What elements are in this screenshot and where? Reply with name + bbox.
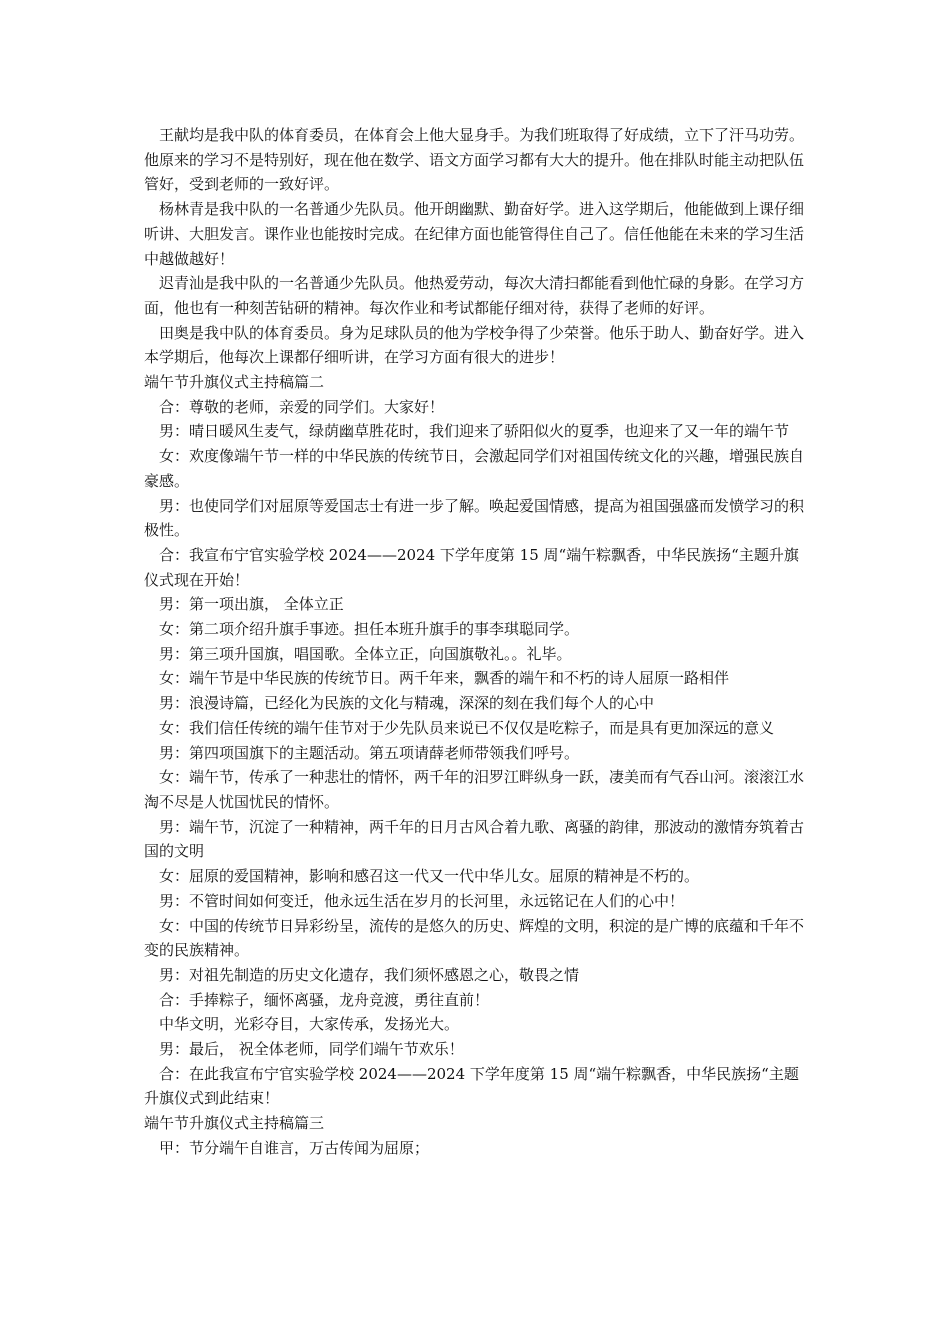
document-page (144, 123, 808, 1161)
script-line: 男：不管时间如何变迁，他永远生活在岁月的长河里，永远铭记在人们的心中！ (159, 891, 685, 910)
section-heading-part-three: 端午节升旗仪式主持稿篇三 (144, 1114, 325, 1133)
script-line: 女：第二项介绍升旗手事迹。担任本班升旗手的事李琪聪同学。 (159, 620, 580, 639)
script-line: 女：欢度像端午节一样的中华民族的传统节日，会激起同学们对祖国传统文化的兴趣，增强民族自豪感。 (144, 447, 805, 490)
script-line: 女：中国的传统节日异彩纷呈，流传的是悠久的历史、辉煌的文明，积淀的是广博的底蕴和千年不变的民族精神。 (144, 916, 805, 960)
script-line: 男：晴日暖风生麦气，绿荫幽草胜花时，我们迎来了骄阳似火的夏季，也迎来了又一年的端午节 (159, 422, 790, 441)
script-line: 女：端午节，传承了一种悲壮的情怀，两千年的汨罗江畔纵身一跃，凄美而有气吞山河。滚滚江水淘不尽是人忧国忧民的情怀。 (144, 768, 805, 811)
script-line: 甲：节分端午自谁言，万古传闻为屈原； (159, 1138, 430, 1157)
script-line: 男：最后， 祝全体老师，同学们端午节欢乐！ (159, 1040, 464, 1059)
script-line: 男：端午节，沉淀了一种精神，两千年的日月古风合着九歌、离骚的韵律，那波动的激情夯筑着古国的文明 (144, 817, 805, 861)
script-line: 女：端午节是中华民族的传统节日。两千年来，飘香的端午和不朽的诗人屈原一路相伴 (159, 669, 730, 688)
script-line: 女：屈原的爱国精神，影响和感召这一代又一代中华儿女。屈原的精神是不朽的。 (159, 867, 700, 886)
script-line: 男：第一项出旗， 全体立正 (159, 595, 344, 614)
paragraph-yang-linqing: 杨林青是我中队的一名普通少先队员。他开朗幽默、勤奋好学。进入这学期后，他能做到上课仔细听讲、大胆发言。课作业也能按时完成。在纪律方面也能管得住自己了。信任他能在未来的学习生活中越做越好！ (144, 200, 805, 268)
script-line: 男：也使同学们对屈原等爱国志士有进一步了解。唤起爱国情感，提高为祖国强盛而发愤学习的积极性。 (144, 496, 805, 540)
paragraph-tian-ao: 田奥是我中队的体育委员。身为足球队员的他为学校争得了少荣誉。他乐于助人、勤奋好学。进入本学期后，他每次上课都仔细听讲，在学习方面有很大的进步！ (144, 323, 805, 367)
script-line: 合：手捧粽子，缅怀离骚，龙舟竞渡，勇往直前！ (159, 990, 490, 1009)
script-line: 中华文明，光彩夺目，大家传承，发扬光大。 (159, 1015, 460, 1034)
section-heading-part-two: 端午节升旗仪式主持稿篇二 (144, 373, 325, 392)
script-line: 合：我宣布宁官实验学校 2024——2024 下学年度第 15 周“端午粽飘香，中华民族扬“主题升旗仪式现在开始！ (144, 545, 799, 589)
script-line: 男：浪漫诗篇，已经化为民族的文化与精魂，深深的刻在我们每个人的心中 (159, 694, 655, 713)
script-line: 合：在此我宣布宁官实验学校 2024——2024 下学年度第 15 周“端午粽飘香，中华民族扬“主题升旗仪式到此结束！ (144, 1064, 799, 1108)
paragraph-chi-qingshan: 迟青汕是我中队的一名普通少先队员。他热爱劳动，每次大清扫都能看到他忙碌的身影。在学习方面，他也有一种刻苦钻研的精神。每次作业和考试都能仔细对待，获得了老师的好评。 (144, 274, 805, 317)
script-line: 男：第三项升国旗，唱国歌。全体立正，向国旗敬礼。。礼毕。 (159, 644, 572, 663)
script-line: 合：尊敬的老师，亲爱的同学们。大家好！ (159, 397, 445, 416)
script-line: 男：第四项国旗下的主题活动。第五项请薛老师带领我们呼号。 (159, 743, 580, 762)
script-line: 女：我们信任传统的端午佳节对于少先队员来说已不仅仅是吃粽子，而是具有更加深远的意义 (159, 718, 775, 737)
script-line: 男：对祖先制造的历史文化遗存，我们须怀感恩之心，敬畏之情 (159, 965, 580, 984)
paragraph-wang-xianjun: 王献均是我中队的体育委员，在体育会上他大显身手。为我们班取得了好成绩，立下了汗马功劳。他原来的学习不是特别好，现在他在数学、语文方面学习都有大大的提升。他在排队时能主动把队伍管好，受到老师的一致好评。 (144, 126, 805, 194)
